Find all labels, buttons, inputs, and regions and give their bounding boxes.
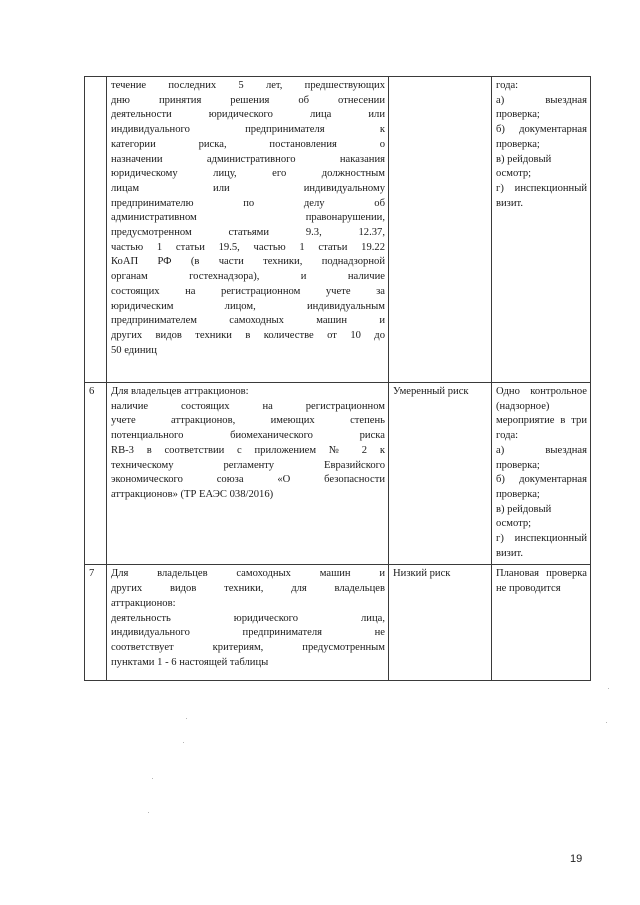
criteria-line: соответствует критериям, предусмотренным [111,641,385,653]
criteria-cell [107,565,389,681]
scan-speck [183,742,184,743]
criteria-line: юридическим лицом, индивидуальным [111,300,385,312]
criteria-line: других видов техники в количестве от 10 до [111,329,385,341]
row-number-cell [85,77,107,383]
scan-speck [186,718,187,719]
page-number: 19 [570,853,583,865]
criteria-cell [107,383,389,565]
row-number-cell: 7 [85,565,107,681]
frequency-line: визит. [496,197,524,209]
criteria-line: предпринимателем самоходных машин и [111,315,385,327]
risk-category-cell [389,77,492,383]
frequency-line: не проводится [496,583,561,595]
criteria-line: других видов техники, для владельцев [111,583,385,595]
criteria-line: дню принятия решения об отнесении [111,94,385,106]
criteria-line: течение последних 5 лет, предшествующих [111,80,385,91]
frequency-line: визит. [496,547,524,559]
criteria-line: предусмотренном статьями 9.3, 12.37, [111,227,385,239]
criteria-line: предпринимателю по делу об [111,197,385,209]
criteria-line: юридическому лицу, его должностным [111,168,385,180]
scan-speck [148,812,149,813]
criteria-line: административном правонарушении, [111,212,385,224]
frequency-line: в) рейдовый осмотр; [496,503,552,530]
risk-category-cell: Низкий риск [389,565,492,681]
criteria-line: назначении административного наказания [111,153,385,165]
frequency-line: года: [496,430,519,442]
criteria-line: RB-3 в соответствии с приложением № 2 к [111,444,385,456]
criteria-line: частью 1 статьи 19.5, частью 1 статьи 19.22 [111,241,385,253]
criteria-line: деятельность юридического лица, [111,612,385,624]
row-number-cell: 6 [85,383,107,565]
scan-speck [152,778,153,779]
inspection-frequency-cell [492,565,591,681]
criteria-line: учете аттракционов, имеющих степень [111,415,385,427]
frequency-line: б) документарная [496,474,587,486]
criteria-line: пунктами 1 - 6 настоящей таблицы [111,656,269,668]
risk-category-table [84,76,591,681]
frequency-line: проверка; [496,488,540,500]
frequency-line: проверка; [496,459,540,471]
risk-category-cell: Умеренный риск [389,383,492,565]
criteria-line: лицам или индивидуальному [111,182,385,194]
frequency-line: проверка; [496,138,540,150]
scan-speck [608,688,609,689]
frequency-line: мероприятие в три [496,415,587,427]
frequency-line: в) рейдовый осмотр; [496,153,552,180]
frequency-line: проверка; [496,109,540,121]
criteria-line: 50 единиц [111,344,157,356]
criteria-line: индивидуального предпринимателя не [111,627,385,639]
inspection-frequency-cell [492,383,591,565]
criteria-line: органам гостехнадзора), и наличие [111,271,385,283]
table-row [85,383,591,565]
frequency-line: г) инспекционный [496,182,587,194]
criteria-line: категории риска, постановления о [111,138,385,150]
table-row [85,77,591,383]
criteria-line: состоящих на регистрационном учете за [111,285,385,297]
inspection-frequency-cell [492,77,591,383]
criteria-line: экономического союза «О безопасности [111,474,385,486]
criteria-line: деятельности юридического лица или [111,109,385,121]
criteria-line: наличие состоящих на регистрационном [111,400,385,412]
criteria-line: аттракционов» (ТР ЕАЭС 038/2016) [111,488,274,500]
frequency-line: (надзорное) [496,400,550,412]
frequency-line: а) выездная [496,94,587,106]
frequency-line: а) выездная [496,444,587,456]
criteria-cell [107,77,389,383]
frequency-line: Одно контрольное [496,386,587,397]
table-row [85,565,591,681]
frequency-line: б) документарная [496,124,587,136]
criteria-line: аттракционов: [111,597,176,609]
criteria-line: потенциального биомеханического риска [111,430,385,442]
scan-speck [606,722,607,723]
frequency-line: года: [496,80,519,91]
frequency-line: г) инспекционный [496,533,587,545]
criteria-line: КоАП РФ (в части техники, поднадзорной [111,256,385,268]
criteria-line: Для владельцев самоходных машин и [111,568,385,580]
criteria-line: Для владельцев аттракционов: [111,386,249,397]
frequency-line: Плановая проверка [496,568,587,580]
criteria-line: индивидуального предпринимателя к [111,124,385,136]
criteria-line: техническому регламенту Евразийского [111,459,385,471]
